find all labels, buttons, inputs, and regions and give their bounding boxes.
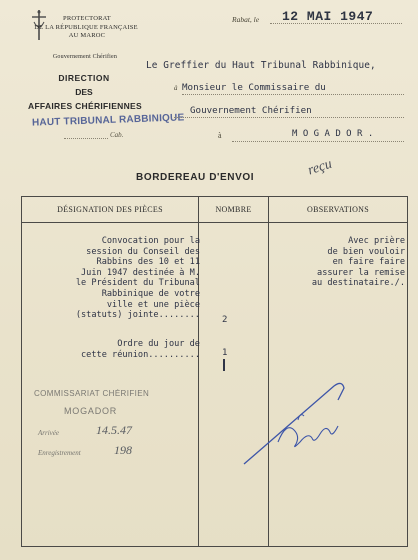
designation-line: (statuts) jointe........ — [75, 310, 200, 321]
maroc-label: AU MAROC — [68, 32, 106, 39]
direction-label: DIRECTION — [58, 73, 110, 83]
registration-value: 198 — [114, 443, 132, 457]
signature-icon — [238, 372, 368, 472]
designation2-line: cette réunion.......... — [81, 349, 200, 360]
observation-line: assurer la remise — [317, 267, 405, 278]
received-stamp-line1: COMMISSARIAT CHÉRIFIEN — [34, 389, 150, 398]
designation-line: le Président du Tribunal — [75, 278, 200, 289]
designation-line: ville et une pièce — [106, 299, 200, 310]
nombre-value-2: 1 — [222, 348, 228, 358]
to-line-1: Monsieur le Commissaire du — [182, 82, 326, 93]
designation-header: DÉSIGNATION DES PIÈCES — [22, 197, 199, 223]
observation-line: Avec prière — [348, 236, 405, 246]
arrival-label: Arrivée — [38, 429, 59, 437]
destination-city: M O G A D O R . — [292, 129, 374, 139]
designation2-line: Ordre du jour de — [117, 339, 200, 349]
observations-text — [269, 236, 405, 289]
cab-dotline — [64, 138, 108, 139]
observation-line: en faire faire — [332, 257, 405, 268]
republique-label: DE LA RÉPUBLIQUE FRANÇAISE — [34, 24, 138, 31]
to-dotline-1 — [182, 94, 404, 95]
to-prefix: à — [174, 84, 178, 92]
designation-line: Rabbinique de votre — [101, 288, 200, 299]
affaires-cherifiennes-label: AFFAIRES CHÉRIFIENNES — [28, 101, 142, 111]
nombre-tally-icon — [223, 359, 225, 371]
date-stamp: 12 MAI 1947 — [282, 9, 374, 24]
tribunal-stamp: HAUT TRIBUNAL RABBINIQUE — [31, 112, 185, 129]
document-title: BORDEREAU D'ENVOI — [136, 172, 255, 183]
designation-line: Juin 1947 destinée à M. — [81, 267, 200, 278]
observations-header: OBSERVATIONS — [269, 197, 408, 223]
to-dotline-2 — [174, 117, 404, 118]
sender-line: Le Greffier du Haut Tribunal Rabbinique, — [146, 60, 376, 71]
nombre-value-1: 2 — [222, 315, 228, 325]
place-label: Rabat, le — [232, 15, 260, 24]
cab-label: Cab. — [110, 131, 124, 139]
received-stamp-line2: MOGADOR — [64, 406, 118, 416]
protectorat-label: PROTECTORAT — [63, 15, 111, 22]
gouvernement-label: Gouvernement Chérifien — [52, 54, 118, 60]
city-dotline — [232, 141, 404, 142]
received-stamp — [26, 379, 176, 471]
handwritten-recu: reçu — [306, 156, 334, 179]
observation-line: de bien vouloir — [327, 246, 405, 257]
to-line-2: Gouvernement Chérifien — [190, 105, 312, 116]
at-prefix: à — [218, 131, 222, 140]
observation-line: au destinataire./. — [311, 278, 405, 289]
nombre-header: NOMBRE — [199, 197, 269, 223]
designation-text — [32, 236, 200, 321]
des-label: DES — [75, 87, 93, 97]
arrival-value: 14.5.47 — [96, 423, 132, 437]
designation-cell — [22, 223, 199, 547]
designation-line: Rabbins des 10 et 11 — [96, 257, 200, 268]
designation-line: Convocation pour la — [101, 236, 200, 246]
designation2-text — [32, 339, 200, 360]
registration-label: Enregistrement — [38, 449, 81, 457]
designation-line: session du Conseil des — [86, 246, 200, 257]
